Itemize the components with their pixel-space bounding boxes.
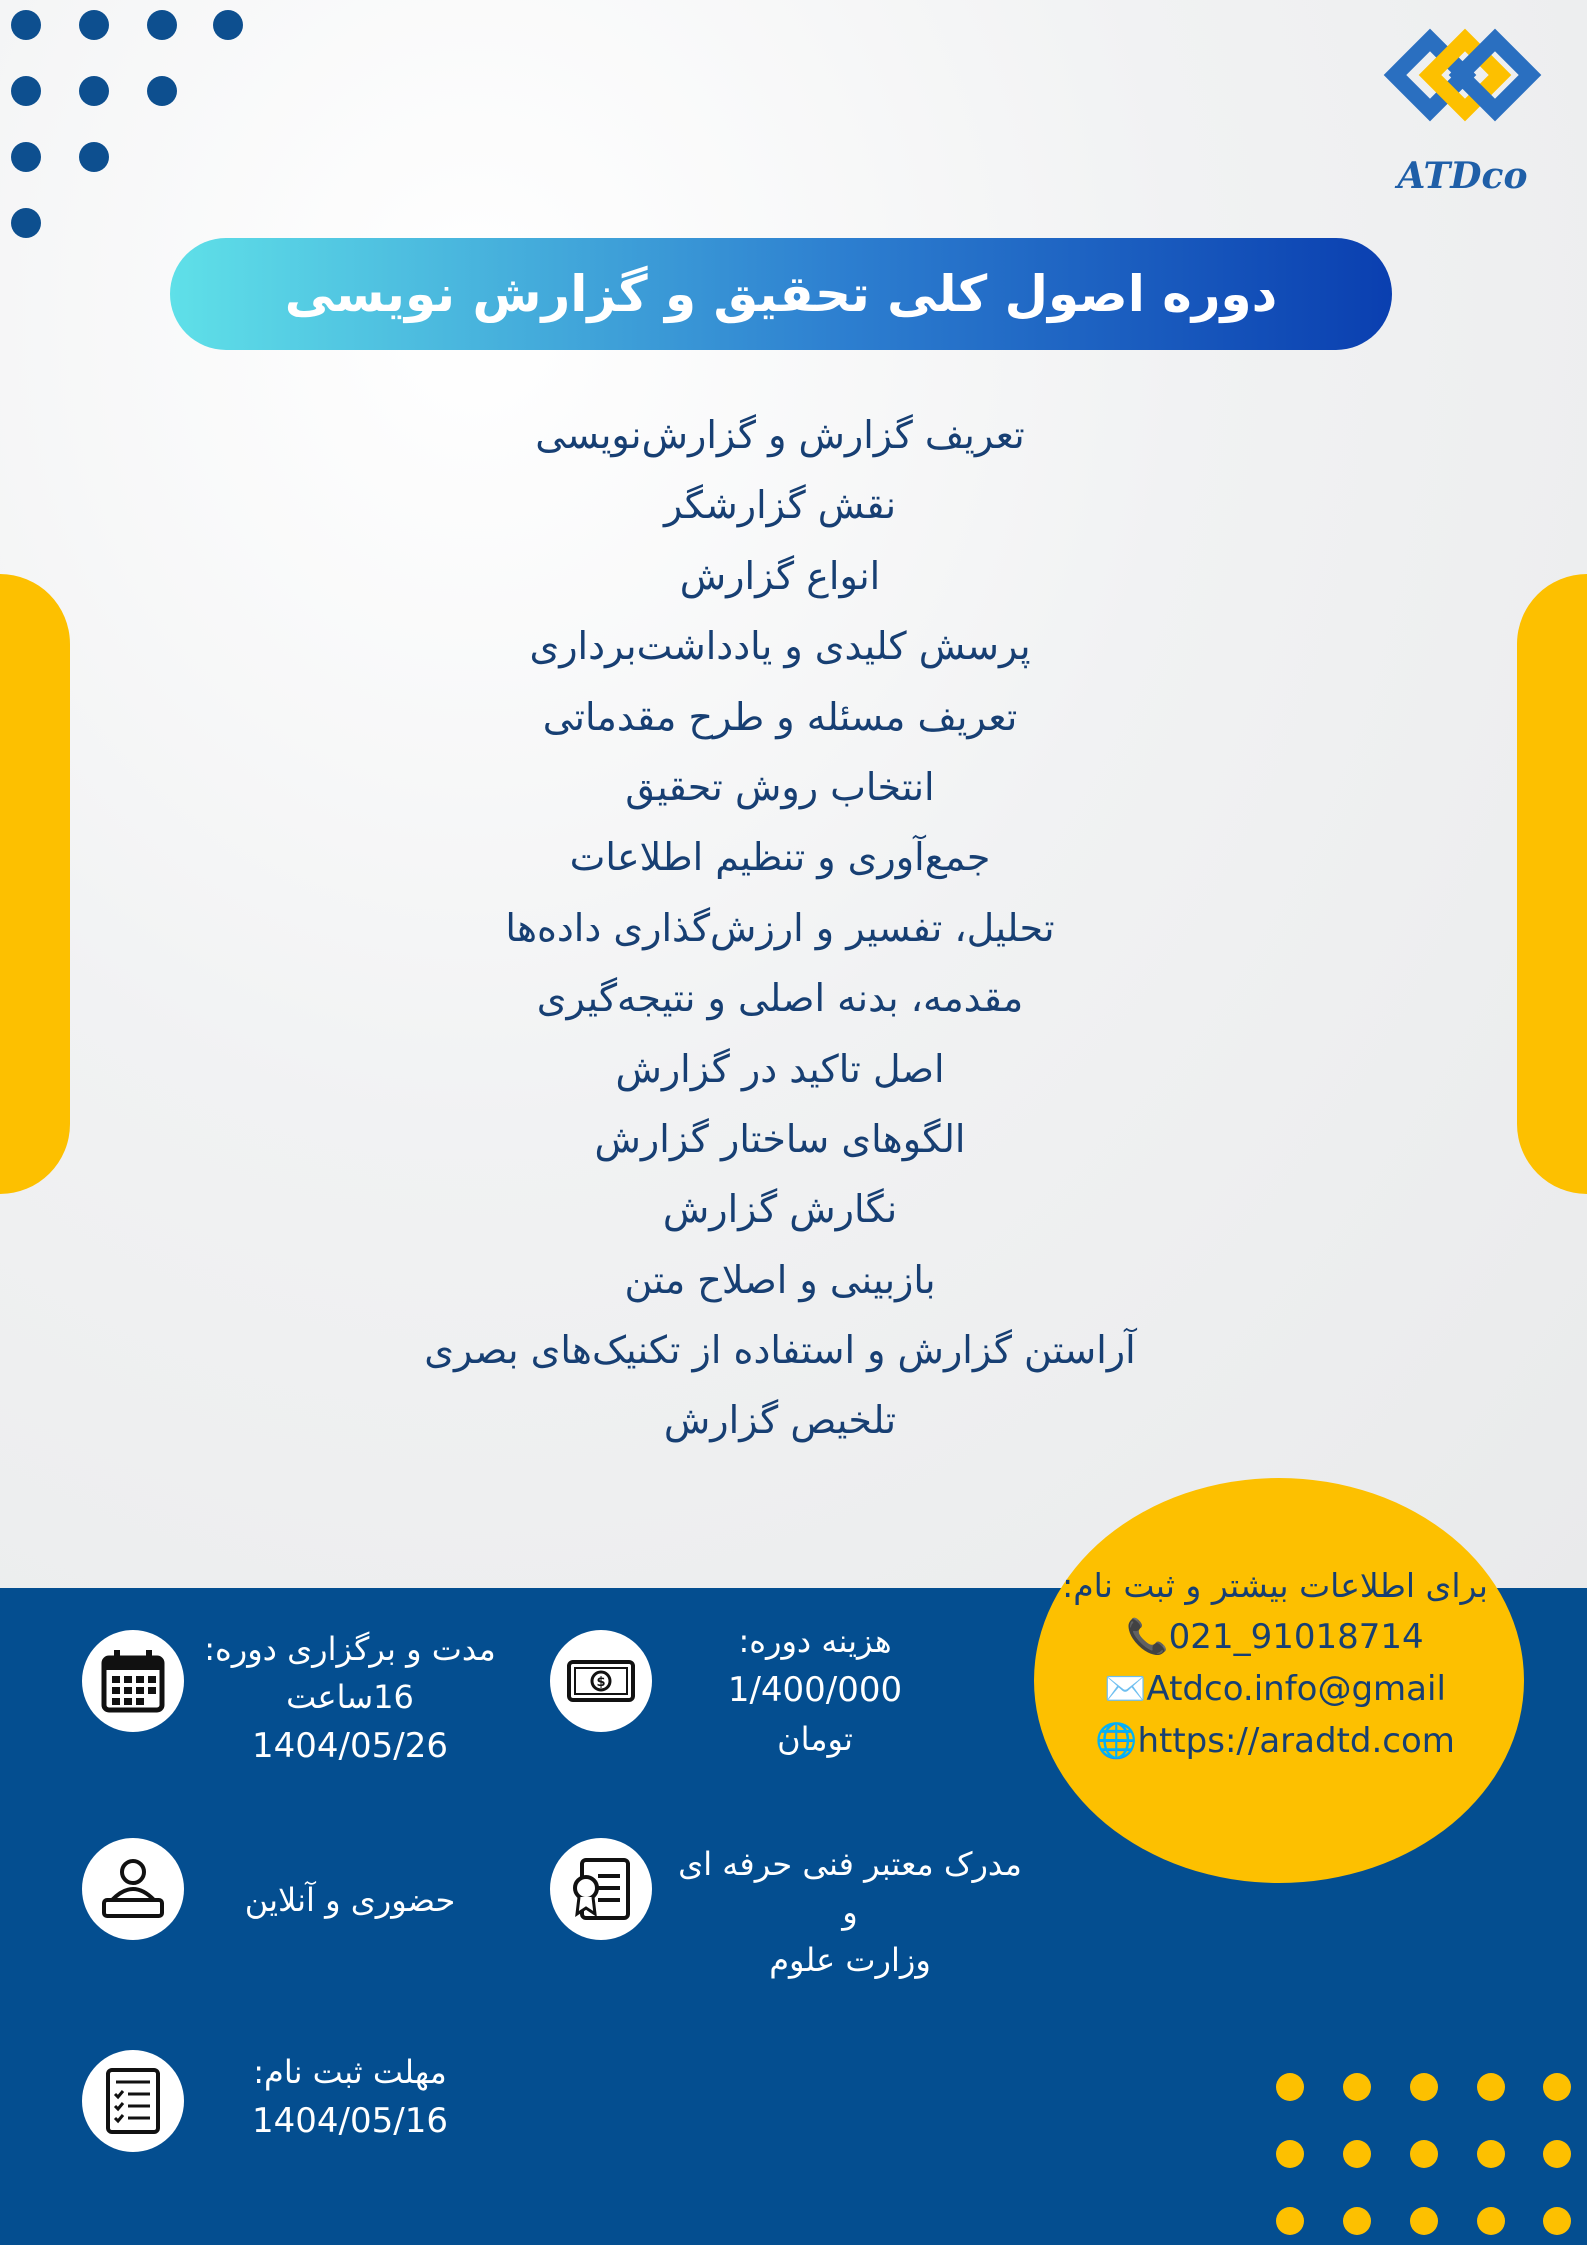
online-person-icon (82, 1838, 184, 1940)
email-address[interactable]: ✉️Atdco.info@gmail (1104, 1669, 1446, 1709)
contact-info (1040, 1566, 1510, 1767)
cost-info (680, 1617, 950, 1763)
topic-item: تلخیص گزارش (663, 1398, 897, 1443)
website-link[interactable]: 🌐https://aradtd.com (1095, 1721, 1455, 1761)
topic-item: جمع‌آوری و تنظیم اطلاعات (569, 835, 991, 880)
duration-info (190, 1625, 510, 1771)
topic-item: الگوهای ساختار گزارش (594, 1116, 966, 1161)
duration-hours: 16ساعت (286, 1678, 414, 1716)
certificate-line1: مدرک معتبر فنی حرفه ای و (678, 1845, 1022, 1931)
topic-item: مقدمه، بدنه اصلی و نتیجه‌گیری (536, 976, 1024, 1021)
decor-yellow-pill-left (0, 574, 70, 1194)
certificate-line2: وزارت علوم (769, 1941, 931, 1979)
logo-text: ATDco (1397, 155, 1528, 197)
deadline-date: 1404/05/16 (252, 2101, 448, 2141)
deadline-label: مهلت ثبت نام: (253, 2053, 447, 2091)
contact-heading: برای اطلاعات بیشتر و ثبت نام: (1062, 1566, 1488, 1605)
topic-item: تحلیل، تفسیر و ارزش‌گذاری داده‌ها (505, 905, 1055, 950)
calendar-icon (82, 1630, 184, 1732)
cost-label: هزینه دوره: (738, 1622, 892, 1660)
topic-item: انواع گزارش (679, 553, 881, 598)
topic-item: تعریف مسئله و طرح مقدماتی (542, 694, 1018, 739)
mode-label: حضوری و آنلاین (244, 1881, 456, 1919)
svg-text:$: $ (596, 1675, 606, 1690)
phone-number[interactable]: 📞021_91018714 (1126, 1617, 1424, 1657)
mode-info (200, 1876, 500, 1924)
topic-item: اصل تاکید در گزارش (615, 1046, 945, 1091)
topic-item: تعریف گزارش و گزارش‌نویسی (535, 413, 1025, 457)
money-icon (550, 1630, 652, 1732)
certificate-info (670, 1840, 1030, 1984)
cost-currency: تومان (777, 1720, 853, 1758)
topic-item: نگارش گزارش (662, 1187, 898, 1232)
cost-amount: 1/400/000 (727, 1670, 903, 1710)
course-title: دوره اصول کلی تحقیق و گزارش نویسی (284, 265, 1278, 323)
topic-item: آراستن گزارش و استفاده از تکنیک‌های بصری (424, 1328, 1136, 1373)
topic-item: پرسش کلیدی و یادداشت‌برداری (529, 624, 1031, 669)
course-title-banner (170, 238, 1392, 350)
decor-yellow-pill-right (1517, 574, 1587, 1194)
topic-item: نقش گزارشگر (663, 483, 897, 528)
certificate-icon (550, 1838, 652, 1940)
atdco-logo (1355, 20, 1570, 200)
topic-item: انتخاب روش تحقیق (625, 764, 935, 809)
topics-list (300, 400, 1260, 1456)
deadline-info (200, 2048, 500, 2146)
checklist-icon (82, 2050, 184, 2152)
duration-label: مدت و برگزاری دوره: (204, 1630, 496, 1668)
topic-item: بازبینی و اصلاح متن (624, 1257, 936, 1302)
course-date: 1404/05/26 (252, 1726, 448, 1766)
